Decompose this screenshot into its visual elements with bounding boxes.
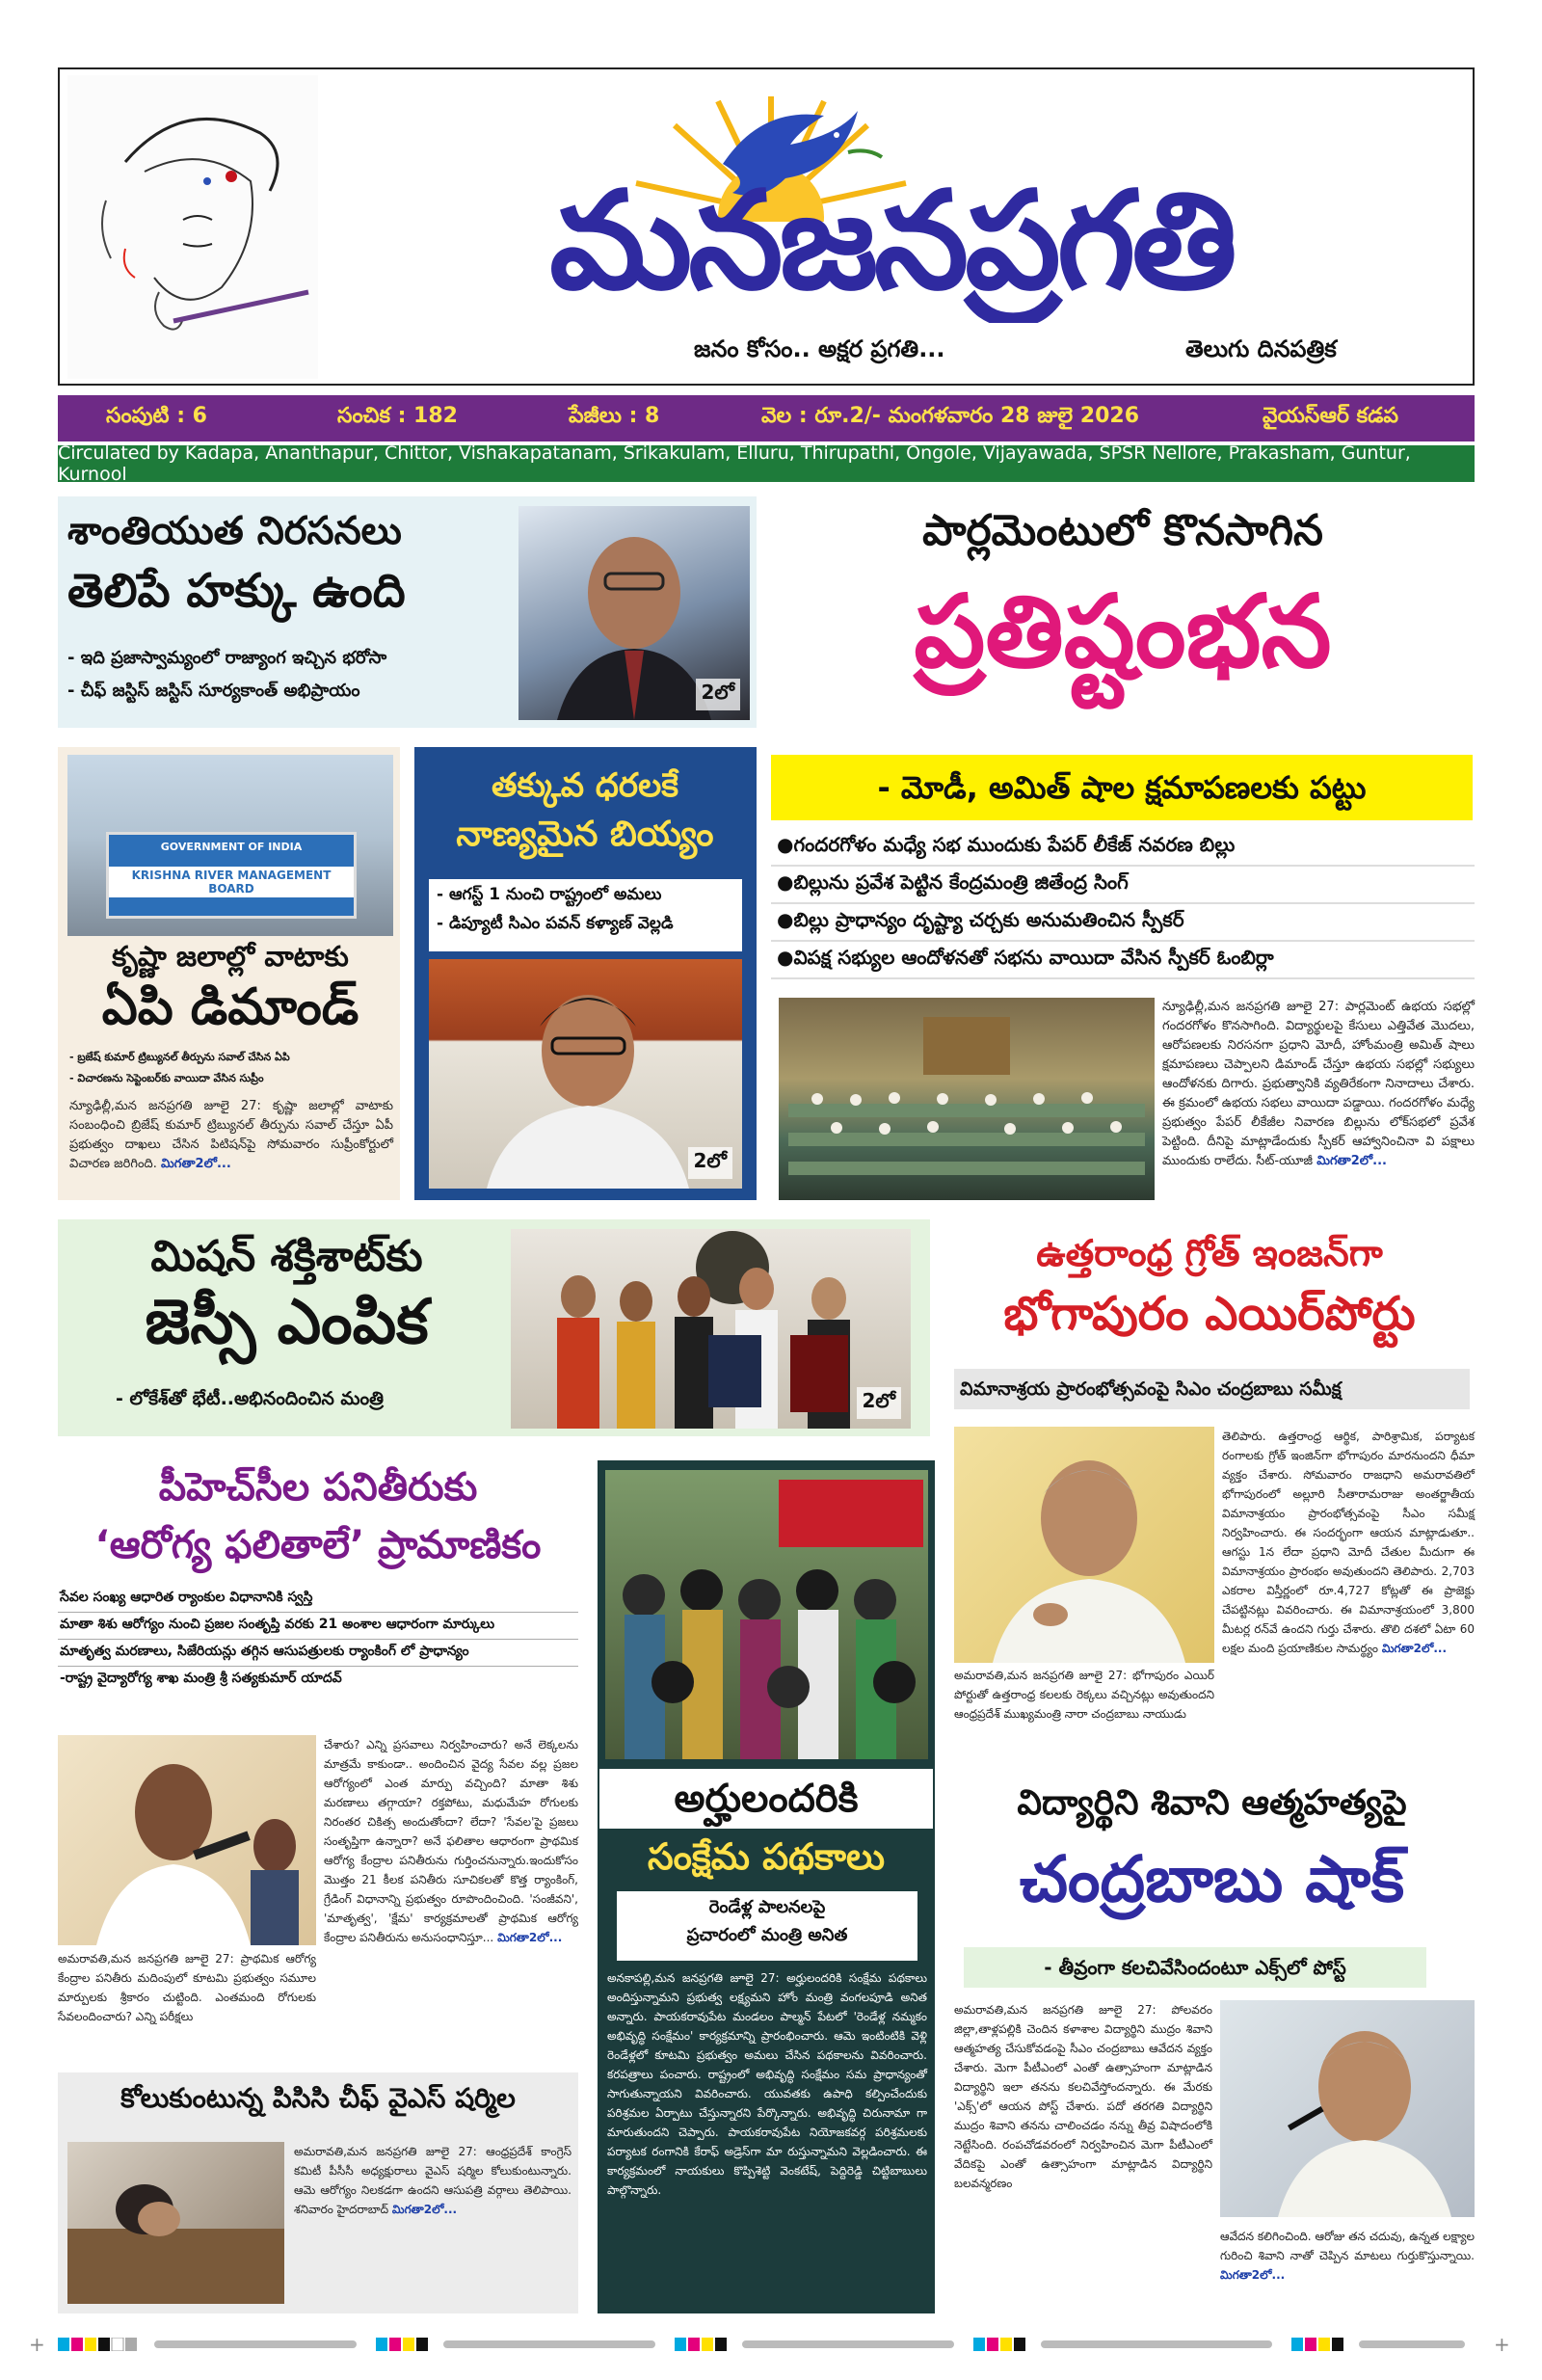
airport-strap: విమానాశ్రయ ప్రారంభోత్సవంపై సిఎం చంద్రబాబు సమీక్ష bbox=[954, 1369, 1470, 1409]
lead-headline: ప్రతిష్టంభన bbox=[914, 573, 1332, 690]
krishna-bullet-2: - విచారణను సెప్టెంబర్‌కు వాయిదా వేసిన సుప్రీం bbox=[69, 1072, 264, 1084]
price-and-date: వెల : రూ.2/- మంగళవారం 28 జులై 2026 bbox=[761, 404, 1140, 428]
circulation-line: Circulated by Kadapa, Ananthapur, Chittor, Vishakapatanam, Srikakulam, Elluru, Thirupathi, Ongole, Vijayawada, SPSR Nellore, Prakasham, Guntur, Kurnool bbox=[58, 445, 1475, 482]
welfare-headline-2: సంక్షేమ పథకాలు bbox=[647, 1835, 886, 1878]
sharmila-body bbox=[294, 2142, 572, 2219]
health-body-right-text: చేశారు? ఎన్ని ప్రసవాలు నిర్వహించారు? అనే లెక్కలను మాత్రమే కాకుండా.. అందించిన వైద్య సేవల వల్ల ప్రజల ఆరోగ్యంలో ఎంత మార్పు వచ్చింది? మాతా శిశు మరణాలు తగ్గాయా? రక్తపోటు, మధుమేహ రోగులకు నిరంతర చికిత్స అందుతోందా? లేదా? 'సేవల'పై ప్రజలు సంతృప్తిగా ఉన్నారా? అనే ఫలితాల ఆధారంగా ప్రాథమిక ఆరోగ్య కేంద్రాల పనితీరును గుర్తించనున్నారు.ఇందుకోసం మొత్తం 21 కీలక పనితీరు సూచికలతో కొత్త ర్యాంకింగ్, గ్రేడింగ్ విధానాన్ని ప్రభుత్వం రూపొందించింది. 'సంజీవని', 'మాతృత్వ', 'క్షేమ' కార్యక్రమాలతో ప్రాథమిక ఆరోగ్య కేంద్రాల పనితీరును అనుసంధానిస్తూ... bbox=[324, 1738, 578, 1944]
krishna-headline-1: కృష్ణా జలాల్లో వాటాకు bbox=[112, 940, 349, 973]
student-headline-1: విద్యార్థిని శివాని ఆత్మహత్యపై bbox=[1017, 1783, 1407, 1823]
anitha-campaign-photo bbox=[605, 1470, 928, 1759]
chandrababu-airport-photo bbox=[954, 1427, 1214, 1663]
peaceful-protest-bullet-2: - చీఫ్ జస్టిస్ జస్టిస్ సూర్యకాంత్ అభిప్రాయం bbox=[67, 681, 360, 701]
krishna-body bbox=[69, 1097, 393, 1174]
chandrababu-student-photo bbox=[1220, 2000, 1475, 2217]
krishna-sign-line2: KRISHNA RIVER MANAGEMENT BOARD bbox=[109, 867, 354, 897]
lead-point-3: ●బిల్లు ప్రాధాన్యం దృష్ట్యా చర్చకు అనుమతించిన స్పీకర్ bbox=[771, 904, 1475, 942]
peaceful-protest-headline-1: శాంతియుత నిరసనలు bbox=[67, 509, 402, 553]
edition-place: వైయస్ఆర్ కడప bbox=[1263, 404, 1399, 428]
volume-number: సంపుటి : 6 bbox=[106, 404, 207, 428]
airport-body-right bbox=[1222, 1427, 1475, 1658]
sharmila-hospital-photo bbox=[67, 2142, 284, 2304]
mission-headline-2: జెస్సీ ఎంపిక bbox=[145, 1287, 429, 1358]
rice-bullet-2: - డిప్యూటీ సిఎం పవన్ కళ్యాణ్ వెల్లడి bbox=[437, 914, 674, 933]
sharmila-more-link[interactable]: మిగతా2లో... bbox=[391, 2203, 458, 2216]
masthead-title: మనజనప్రగతి bbox=[549, 162, 1234, 320]
rice-bullets bbox=[429, 879, 742, 951]
health-body-right bbox=[324, 1735, 578, 1947]
rice-headline-1: తక్కువ ధరలకే bbox=[492, 766, 678, 805]
krishna-sketch-logo bbox=[67, 75, 318, 379]
welfare-body: అనకాపల్లి,మన జనప్రగతి జూలై 27: అర్హులందరికి సంక్షేమ పథకాలు అందిస్తున్నామని ప్రభుత్వ లక్ష్యమని హోం మంత్రి వంగలపూడి అనిత అన్నారు. పాయకరావుపేట మండలం పాల్మన్ పేటలో 'రెండేళ్ల నమ్మకం అభివృద్ధి సంక్షేమం' కార్యక్రమాన్ని ప్రారంభించారు. ఆమె ఇంటింటికి వెళ్లి రెండేళ్లలో కూటమి ప్రభుత్వం అమలు చేసిన పథకాలను వివరించారు. కరపత్రాలు పంచారు. రాష్ట్రంలో అభివృద్ధి సంక్షేమం సమ ప్రాధాన్యంతో సాగుతున్నాయని వివరించారు. యువతకు ఉపాధి కల్పించేందుకు పరిశ్రమల ఏర్పాటు చేస్తున్నారని పేర్కొన్నారు. అభివృద్ధి చిరునామా గా మారుతుందని చెప్పారు. పాయకరావుపేట నియోజకవర్గ పరిశ్రమలకు పర్యాటక రంగానికి కేరాఫ్ అడ్రెస్‌గా మా రుస్తున్నామని వెల్లడించారు. ఈ కార్యక్రమంలో నాయకులు కొప్పిశెట్టి వెంకటేష్, పెద్దిరెడ్డి చిట్టిబాబులు పాల్గొన్నారు. bbox=[607, 1971, 927, 2197]
lead-points bbox=[771, 829, 1475, 979]
krishna-bullet-1: - బ్రజేష్ కుమార్ ట్రిబ్యునల్ తీర్పును సవాల్ చేసిన ఏపి bbox=[69, 1051, 290, 1063]
health-more-link[interactable]: మిగతా2లో... bbox=[497, 1931, 563, 1944]
lead-more-link[interactable]: మిగతా2లో... bbox=[1316, 1154, 1387, 1168]
krishna-board-photo bbox=[67, 755, 393, 936]
sharmila-body-text: అమరావతి,మన జనప్రగతి జూలై 27: ఆంధ్రప్రదేశ్ కాంగ్రెస్ కమిటీ పీసీసీ అధ్యక్షురాలు వైఎస్ షర్మిల కోలుకుంటున్నారు. ఆమె ఆరోగ్యం నిలకడగా ఉందని ఆసుపత్రి వర్గాలు తెలిపాయి. శనివారం హైదరాబాద్ bbox=[294, 2145, 572, 2216]
lead-point-1: ●గందరగోళం మధ్యే సభ ముందుకు పేపర్ లీకేజ్ నవరణ బిల్లు bbox=[771, 829, 1475, 867]
mission-bullet: - లోకేశ్‌తో భేటీ..అభినందించిన మంత్రి bbox=[116, 1388, 384, 1409]
student-more-link[interactable]: మిగతా2లో... bbox=[1220, 2268, 1286, 2282]
krishna-headline-2: ఏపి డిమాండ్ bbox=[101, 978, 359, 1036]
issue-number: సంచిక : 182 bbox=[337, 404, 458, 428]
airport-body-left bbox=[954, 1666, 1214, 1724]
health-headline-1: పీహెచ్‌సీల పనితీరుకు bbox=[158, 1465, 478, 1510]
student-strap: - తీవ్రంగా కలచివేసిందంటూ ఎక్స్‌లో పోస్ట్ bbox=[964, 1947, 1426, 1988]
health-body-left bbox=[58, 1949, 316, 2026]
student-body-right-text: ఆవేదన కలిగించింది. ఆరోజు తన చదువు, ఉన్నత లక్ష్యాల గురించి శివాని నాతో చెప్పిన మాటలు గుర్తుకొస్తున్నాయి. bbox=[1220, 2230, 1475, 2262]
airport-body-left-text: అమరావతి,మన జనప్రగతి జూలై 27: భోగాపురం ఎయిర్ పోర్టుతో ఉత్తరాంధ్ర కలలకు రెక్కలు వచ్చినట్లు అవుతుందని ఆంధ్రప్రదేశ్ ముఖ్యమంత్రి నారా చంద్రబాబు నాయుడు bbox=[954, 1669, 1214, 1721]
health-point-3: మాతృత్వ మరణాలు, సిజేరియన్లు తగ్గిన ఆసుపత్రులకు ర్యాంకింగ్ లో ప్రాధాన్యం bbox=[58, 1640, 578, 1667]
lead-point-2: ●బిల్లును ప్రవేశ పెట్టిన కేంద్రమంత్రి జితేంద్ర సింగ్ bbox=[771, 867, 1475, 904]
lead-body bbox=[1162, 998, 1475, 1171]
health-points bbox=[58, 1586, 578, 1693]
student-body-left bbox=[954, 2000, 1212, 2193]
rice-headline-2: నాణ్యమైన బియ్యం bbox=[456, 815, 714, 854]
pawan-kalyan-photo bbox=[429, 959, 742, 1189]
rice-bullet-1: - ఆగస్ట్ 1 నుంచి రాష్ట్రంలో అమలు bbox=[437, 885, 662, 904]
krishna-more-link[interactable]: మిగతా2లో... bbox=[161, 1157, 231, 1171]
health-headline-2: ‘ఆరోగ్య ఫలితాలే’ ప్రామాణికం bbox=[94, 1523, 542, 1567]
peaceful-protest-bullet-1: - ఇది ప్రజాస్వామ్యంలో రాజ్యాంగ ఇచ్చిన భరోసా bbox=[67, 648, 387, 668]
health-point-2: మాతా శిశు ఆరోగ్యం నుంచి ప్రజల సంతృప్తి వరకు 21 అంశాల ఆధారంగా మార్కులు bbox=[58, 1613, 578, 1640]
color-bar-strip bbox=[58, 2337, 1475, 2350]
health-body-left-text: అమరావతి,మన జనప్రగతి జూలై 27: ప్రాథమిక ఆరోగ్య కేంద్రాల పనితీరు మదింపులో కూటమి ప్రభుత్వం సమూల మార్పులకు శ్రీకారం చుట్టింది. ఎంతమంది రోగులకు సేవలందించారు? ఎన్ని పరీక్షలు bbox=[58, 1952, 316, 2023]
health-point-4: -రాష్ట్ర వైద్యారోగ్య శాఖ మంత్రి శ్రీ సత్యకుమార్ యాదవ్ bbox=[60, 1671, 342, 1686]
student-headline-2: చంద్రబాబు షాక్ bbox=[1019, 1842, 1405, 1916]
student-body-right bbox=[1220, 2227, 1475, 2285]
krishna-body-text: న్యూఢిల్లీ,మన జనప్రగతి జూలై 27: కృష్ణా జలాల్లో వాటాకు సంబంధించి బ్రిజేష్ కుమార్ ట్రిబ్యునల్ తీర్పును సవాల్ చేస్తూ ఏపీ ప్రభుత్వం దాఖలు చేసిన పిటిషన్‌పై సోమవారం సుప్రీంకోర్టులో విచారణ జరిగింది. bbox=[69, 1099, 393, 1171]
parliament-photo bbox=[779, 998, 1155, 1200]
welfare-headline-1: అర్హులందరికి bbox=[599, 1769, 933, 1829]
page-ref-mission: 2లో bbox=[857, 1387, 902, 1419]
masthead-subtitle: తెలుగు దినపత్రిక bbox=[1185, 335, 1337, 362]
chief-justice-photo bbox=[518, 506, 750, 720]
airport-headline-1: ఉత్తరాంధ్ర గ్రోత్ ఇంజన్‌గా bbox=[1036, 1232, 1383, 1274]
health-minister-photo bbox=[58, 1735, 316, 1945]
airport-headline-2: భోగాపురం ఎయిర్‌పోర్టు bbox=[1003, 1287, 1416, 1341]
sharmila-headline: కోలుకుంటున్న పిసిసి చీఫ్ వైఎస్ షర్మిల bbox=[120, 2082, 516, 2114]
health-point-1: సేవల సంఖ్య ఆధారిత ర్యాంకుల విధానానికి స్వస్తి bbox=[58, 1586, 578, 1613]
lead-kicker: పార్లమెంటులో కొనసాగిన bbox=[922, 506, 1323, 555]
edition-info-bar bbox=[58, 395, 1475, 441]
page-count: పేజీలు : 8 bbox=[569, 404, 660, 428]
lead-point-4: ●విపక్ష సభ్యుల ఆందోళనతో సభను వాయిదా వేసిన స్పీకర్ ఓంబిర్లా bbox=[771, 942, 1475, 979]
welfare-sub-2: ప్రచారంలో మంత్రి అనిత bbox=[686, 1925, 848, 1945]
welfare-sub-1: రెండేళ్ల పాలనలపై bbox=[708, 1897, 826, 1917]
airport-more-link[interactable]: మిగతా2లో... bbox=[1381, 1642, 1448, 1655]
peaceful-protest-headline-2: తెలిపే హక్కు ఉంది bbox=[67, 564, 406, 618]
airport-body-right-text: తెలిపారు. ఉత్తరాంధ్ర ఆర్థిక, పారిశ్రామిక, పర్యాటక రంగాలకు గ్రోత్ ఇంజిన్‌గా భోగాపురం మారనుందని ధీమా వ్యక్తం చేశారు. సోమవారం రాజధాని అమరావతిలో భోగాపురంలో అల్లూరి సీతారామరాజు అంతర్జాతీయ విమానాశ్రయం ప్రారంభోత్సవంపై సీఎం సమీక్ష నిర్వహించారు. ఈ సందర్భంగా ఆయన మాట్లాడుతూ.. ఆగస్టు 1న లేదా ప్రధాని మోదీ చేతుల మీదుగా ఈ విమానాశ్రయం ప్రారంభం అవుతుందని తెలిపారు. 2,703 ఎకరాల విస్తీర్ణంలో రూ.4,727 కోట్లతో ఈ ప్రాజెక్టు చేపట్టినట్లు వివరించారు. ఈ విమానాశ్రయంలో 3,800 మీటర్ల రన్‌వే ఉందని గుర్తు చేశారు. తొలి దశలో ఏటా 60 లక్షల మంది ప్రయాణికుల సామర్థ్యం bbox=[1222, 1430, 1475, 1655]
registration-mark-left: + bbox=[29, 2333, 45, 2356]
registration-mark-right: + bbox=[1494, 2333, 1510, 2356]
krishna-sign-line1: GOVERNMENT OF INDIA bbox=[160, 841, 303, 853]
page-ref-rice: 2లో bbox=[688, 1147, 733, 1179]
lead-strap: - మోడీ, అమిత్ షాల క్షమాపణలకు పట్టు bbox=[771, 755, 1473, 820]
masthead-tagline: జనం కోసం.. అక్షర ప్రగతి... bbox=[694, 335, 945, 362]
lokesh-meeting-photo bbox=[511, 1229, 911, 1429]
page-ref-story1: 2లో bbox=[696, 679, 741, 710]
lead-body-text: న్యూఢిల్లీ,మన జనప్రగతి జూలై 27: పార్లమెంట్ ఉభయ సభల్లో గందరగోళం కొనసాగింది. విద్యార్థులపై కేసులు ఎత్తివేత మొదలు, ఆరోపణలకు నిరసనగా ప్రధాని మోదీ, హోంమంత్రి అమిత్ షాలు క్షమాపణలు చెప్పాలని డిమాండ్ చేస్తూ ఉభయ సభల్లో సభ్యులు ఆందోళనకు దిగారు. ప్రభుత్వానికి వ్యతిరేకంగా నినాదాలు చేశారు. ఈ క్రమంలో ఉభయ సభలు వాయిదా పడ్డాయి. గందరగోళం మధ్యే ప్రభుత్వం పేపర్ లీకేజీల నివారణ బిల్లును లోక్‌సభలో ప్రవేశ పెట్టింది. దీనిపై మాట్లాడేందుకు స్పీకర్ ఆహ్వానించినా వి పక్షాలు ముందుకు రాలేదు. సీట్-యూజీ bbox=[1162, 1000, 1475, 1168]
student-body-left-text: అమరావతి,మన జనప్రగతి జూలై 27: పోలవరం జిల్లా,తాళ్లపల్లికి చెందిన కళాశాల విద్యార్థిని ముద్రం శివాని ఆత్మహత్య చేసుకోవడంపై సీఎం చంద్రబాబు ఆవేదన వ్యక్తం చేశారు. మెగా పీటీఎంలో ఎంతో ఉత్సాహంగా మాట్లాడిన విద్యార్థిని ఇలా తనను కలచివేస్తోందన్నారు. ఈ మేరకు 'ఎక్స్'లో ఆయన పోస్ట్ చేశారు. పదో తరగతి విద్యార్థిని ముద్రం శివాని తనను చాలించడం నన్ను తీవ్ర విషాదంలోకి నెట్టేసింది. రంపచోడవరంలో నిర్వహించిన మెగా పీటీఎంలో వేదికపై ఎంతో ఉత్సాహంగా మాట్లాడిన విద్యార్థిని బలవన్మరణం bbox=[954, 2003, 1212, 2190]
welfare-sub bbox=[617, 1891, 917, 1961]
mission-headline-1: మిషన్ శక్తిశాట్‌కు bbox=[150, 1232, 423, 1281]
